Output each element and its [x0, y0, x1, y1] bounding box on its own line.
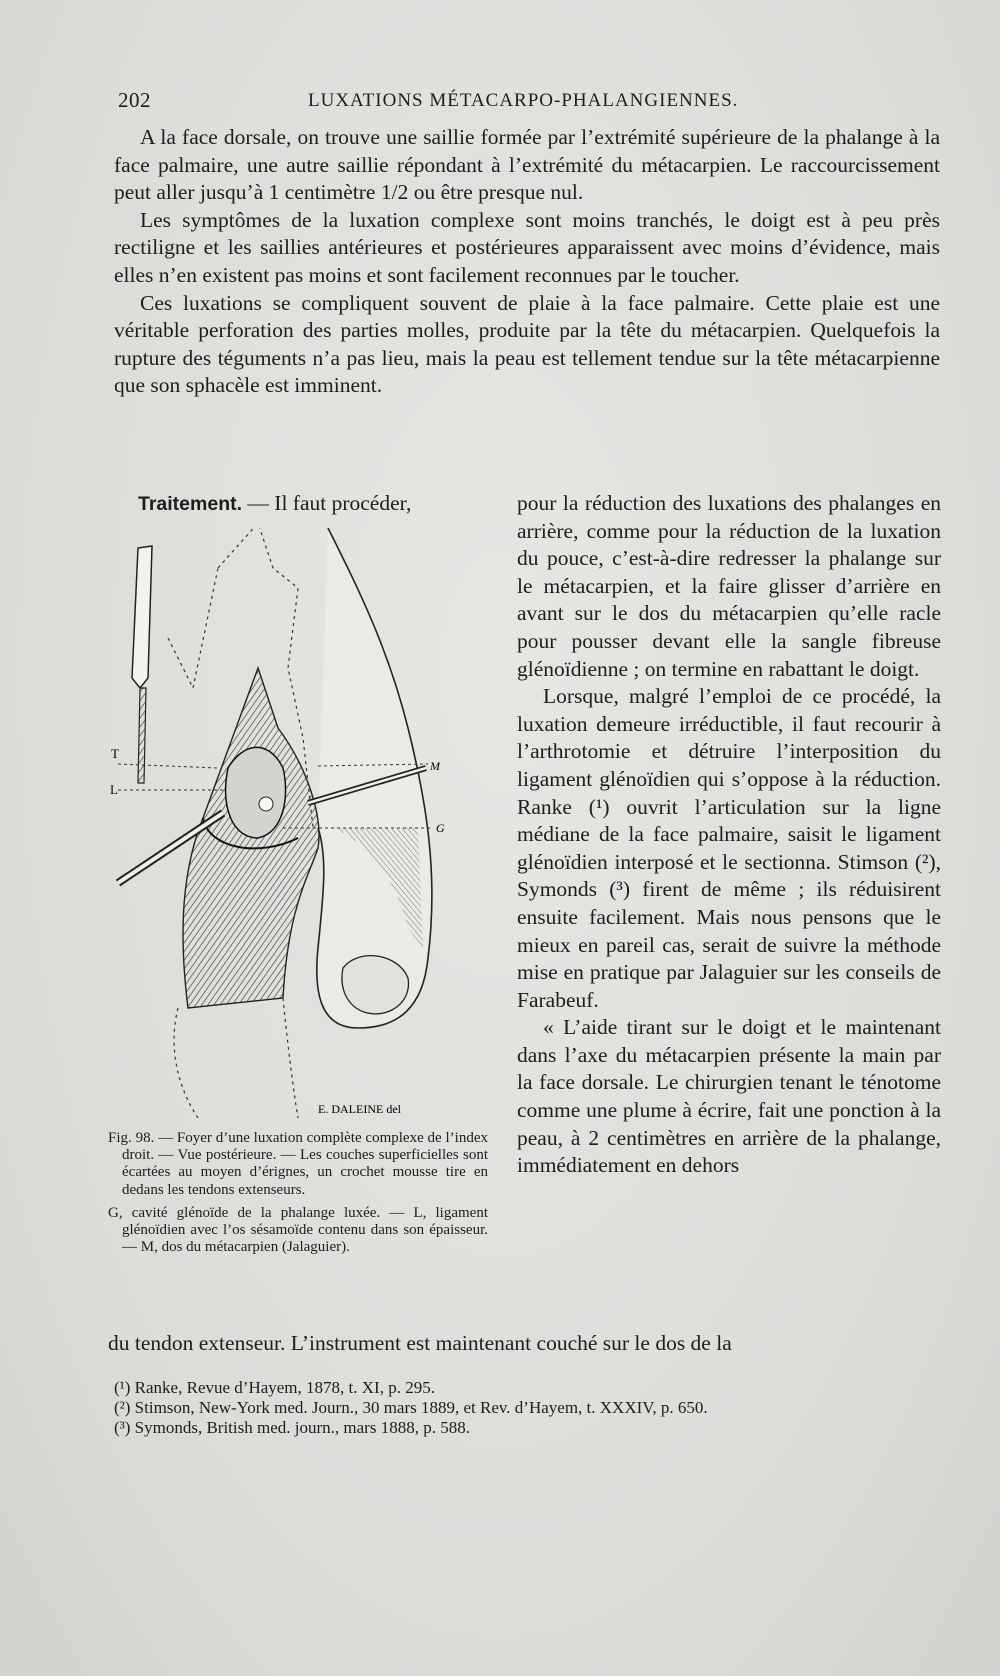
label-t: T [111, 746, 119, 761]
traitement-lead-text: — Il faut procéder, [247, 491, 412, 515]
finger-outline [317, 528, 432, 1028]
footnote-2: (²) Stimson, New-York med. Journ., 30 mars 1889, et Rev. d’Hayem, t. XXXIV, p. 650. [114, 1398, 708, 1417]
label-m: M [430, 759, 440, 773]
running-header [118, 88, 946, 118]
skin-outline-dotted-left [168, 568, 218, 688]
paragraph-complications: Ces luxations se compliquent souvent de plaie à la face palmaire. Cette plaie est une véritable perforation des parties molles, produite par la tête du métacarpien. Quelquefois la rupture des téguments n’a pas lieu, mais la peau est tellement tendue sur la tête métacarpienne que son sphacèle est imminent. [114, 290, 940, 398]
page-number: 202 [118, 88, 151, 112]
figure-98-illustration [108, 528, 496, 1118]
continuation-line [108, 1330, 940, 1358]
caption-legend: G, cavité glénoïde de la phalange luxée. — L, ligament glénoïdien avec l’os sésamoïde contenu dans son épaisseur. — M, dos du métacarpien (Jalaguier). [108, 1204, 488, 1256]
scalpel-blade [132, 546, 152, 688]
fingernail [342, 956, 409, 1014]
running-title: LUXATIONS MÉTACARPO-PHALANGIENNES. [308, 90, 739, 111]
label-l: L [110, 782, 118, 797]
figure-98 [108, 528, 496, 1118]
continuation-text: du tendon extenseur. L’instrument est maintenant couché sur le dos de la [108, 1331, 732, 1355]
hand-tissue [183, 668, 319, 1008]
label-g: G [436, 821, 445, 835]
leader-t [118, 764, 218, 768]
wound-opening [226, 747, 286, 838]
footnote-1: (¹) Ranke, Revue d’Hayem, 1878, t. XI, p. 295. [114, 1378, 435, 1397]
paragraph-quotation: « L’aide tirant sur le doigt et le maintenant dans l’axe du métacarpien présente la main par la face dorsale. Le chirurgien tenant le ténotome comme une plume à écrire, fait une ponction à la peau, à 2 centimètres en arrière de la phalange, immédiatement en dehors [517, 1015, 941, 1178]
glenoid-cavity [259, 797, 273, 811]
section-heading-traitement: Traitement. [138, 493, 243, 515]
paragraph-reduction: pour la réduction des luxations des phalanges en arrière, comme pour la réduction de la luxation du pouce, c’est-à-dire redresser la phalange sur le métacarpien, et la faire glisser d’arrière en avant sur le dos du métacarpien qu’elle racle pour pousser devant elle la sangle fibreuse glénoïdienne ; on termine en rabattant le doigt. [517, 491, 941, 681]
scalpel-handle [138, 688, 146, 783]
paragraph-arthrotomie: Lorsque, malgré l’emploi de ce procédé, la luxation demeure irréductible, il faut recourir à l’arthrotomie et détruire l’interposition du ligament glénoïdien qui s’oppose à la réduction. Ranke (¹) ouvrit l’articulation sur la ligne médiane de la face palmaire, saisit le ligament glénoïdien interposé et le sectionna. Stimson (²), Symonds (³) firent de même ; ils réduisirent ensuite facilement. Mais nous pensons que le mieux en pareil cas, serait de suivre la méthode mise en pratique par Jalaguier sur les conseils de Farabeuf. [517, 684, 941, 1012]
paragraph-complex-luxation: Les symptômes de la luxation complexe sont moins tranchés, le doigt est à peu près rectiligne et les saillies antérieures et postérieures apparaissent avec moins d’évidence, mais elles n’en existent pas moins et sont facilement reconnues par le toucher. [114, 207, 940, 287]
traitement-lead [138, 490, 518, 519]
footnotes [114, 1378, 940, 1438]
paragraph-dorsal-face: A la face dorsale, on trouve une saillie formée par l’extrémité supérieure de la phalange à la face palmaire, une autre saillie répondant à l’extrémité du métacarpien. Le raccourcissement peut aller jusqu’à 1 centimètre 1/2 ou être presque nul. [114, 125, 940, 205]
lower-outline-right [283, 998, 298, 1118]
engraver-signature: E. DALEINE del [318, 1102, 401, 1116]
footnote-3: (³) Symonds, British med. journ., mars 1888, p. 588. [114, 1418, 470, 1437]
figure-caption [108, 1130, 488, 1262]
intro-text [114, 124, 940, 400]
lower-outline-left [174, 1008, 198, 1118]
right-column [517, 490, 941, 1180]
caption-title: Fig. 98. — Foyer d’une luxation complète complexe de l’index droit. — Vue postérieure. — Les couches superficielles sont écartées au moyen d’érignes, un crochet mousse tire en dedans les tendons extenseurs. [108, 1130, 488, 1198]
